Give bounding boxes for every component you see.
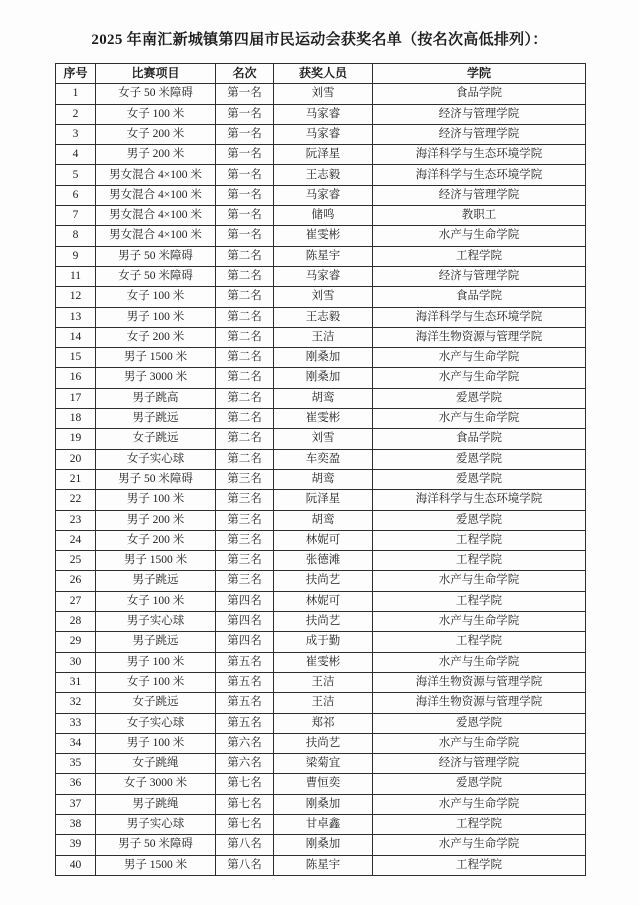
cell-index: 7	[56, 206, 96, 226]
table-row	[56, 287, 586, 307]
cell-index: 5	[56, 165, 96, 185]
cell-event: 女子 200 米	[96, 530, 216, 550]
cell-winner: 马家睿	[274, 266, 373, 286]
cell-college: 经济与管理学院	[373, 104, 586, 124]
table-row	[56, 409, 586, 429]
cell-index: 14	[56, 327, 96, 347]
cell-winner: 林妮可	[274, 591, 373, 611]
cell-rank: 第六名	[216, 754, 274, 774]
cell-index: 25	[56, 551, 96, 571]
cell-college: 爱恩学院	[373, 510, 586, 530]
cell-event: 男子跳远	[96, 571, 216, 591]
cell-event: 女子 200 米	[96, 327, 216, 347]
cell-event: 女子 100 米	[96, 591, 216, 611]
cell-rank: 第一名	[216, 206, 274, 226]
cell-college: 工程学院	[373, 551, 586, 571]
cell-index: 28	[56, 612, 96, 632]
cell-rank: 第八名	[216, 835, 274, 855]
cell-rank: 第三名	[216, 571, 274, 591]
cell-college: 经济与管理学院	[373, 185, 586, 205]
cell-rank: 第二名	[216, 246, 274, 266]
table-row	[56, 754, 586, 774]
cell-college: 海洋科学与生态环境学院	[373, 165, 586, 185]
cell-winner: 刚桑加	[274, 835, 373, 855]
table-row	[56, 469, 586, 489]
cell-event: 男子跳远	[96, 409, 216, 429]
cell-rank: 第三名	[216, 551, 274, 571]
cell-index: 23	[56, 510, 96, 530]
cell-index: 3	[56, 124, 96, 144]
cell-event: 女子 200 米	[96, 124, 216, 144]
table-row	[56, 571, 586, 591]
table-row	[56, 530, 586, 550]
cell-college: 爱恩学院	[373, 449, 586, 469]
cell-rank: 第一名	[216, 124, 274, 144]
cell-college: 工程学院	[373, 855, 586, 875]
cell-event: 女子 3000 米	[96, 774, 216, 794]
cell-winner: 阮泽星	[274, 145, 373, 165]
cell-rank: 第七名	[216, 774, 274, 794]
cell-college: 爱恩学院	[373, 388, 586, 408]
table-row	[56, 733, 586, 753]
cell-college: 食品学院	[373, 287, 586, 307]
cell-event: 男女混合 4×100 米	[96, 206, 216, 226]
cell-index: 24	[56, 530, 96, 550]
column-header-college: 学院	[373, 64, 586, 84]
cell-winner: 郑祁	[274, 713, 373, 733]
table-row	[56, 814, 586, 834]
table-row	[56, 165, 586, 185]
cell-event: 男子 100 米	[96, 652, 216, 672]
cell-college: 工程学院	[373, 632, 586, 652]
cell-winner: 梁菊宜	[274, 754, 373, 774]
cell-winner: 王洁	[274, 693, 373, 713]
cell-event: 男子 100 米	[96, 307, 216, 327]
column-header-winner: 获奖人员	[274, 64, 373, 84]
cell-college: 水产与生命学院	[373, 409, 586, 429]
table-row	[56, 388, 586, 408]
cell-index: 33	[56, 713, 96, 733]
cell-winner: 王志毅	[274, 165, 373, 185]
cell-rank: 第二名	[216, 348, 274, 368]
cell-event: 男子跳远	[96, 632, 216, 652]
table-row	[56, 794, 586, 814]
cell-event: 男女混合 4×100 米	[96, 165, 216, 185]
table-row	[56, 368, 586, 388]
cell-index: 13	[56, 307, 96, 327]
cell-winner: 车奕盈	[274, 449, 373, 469]
cell-winner: 刚桑加	[274, 348, 373, 368]
cell-college: 食品学院	[373, 429, 586, 449]
cell-index: 18	[56, 409, 96, 429]
cell-event: 男子 100 米	[96, 490, 216, 510]
column-header-event: 比赛项目	[96, 64, 216, 84]
cell-event: 男子 1500 米	[96, 348, 216, 368]
cell-rank: 第一名	[216, 185, 274, 205]
table-row	[56, 84, 586, 104]
cell-college: 水产与生命学院	[373, 733, 586, 753]
cell-college: 工程学院	[373, 530, 586, 550]
cell-winner: 马家睿	[274, 185, 373, 205]
table-row	[56, 835, 586, 855]
cell-rank: 第二名	[216, 327, 274, 347]
cell-event: 女子实心球	[96, 449, 216, 469]
cell-rank: 第五名	[216, 693, 274, 713]
cell-index: 35	[56, 754, 96, 774]
cell-college: 海洋科学与生态环境学院	[373, 307, 586, 327]
cell-event: 女子跳远	[96, 429, 216, 449]
table-row	[56, 429, 586, 449]
cell-college: 工程学院	[373, 591, 586, 611]
cell-event: 男子 1500 米	[96, 551, 216, 571]
cell-rank: 第一名	[216, 104, 274, 124]
cell-rank: 第二名	[216, 388, 274, 408]
table-row	[56, 672, 586, 692]
cell-rank: 第三名	[216, 530, 274, 550]
cell-college: 水产与生命学院	[373, 612, 586, 632]
cell-event: 男子 1500 米	[96, 855, 216, 875]
cell-college: 工程学院	[373, 814, 586, 834]
table-row	[56, 632, 586, 652]
table-row	[56, 713, 586, 733]
cell-index: 39	[56, 835, 96, 855]
cell-winner: 陈星宇	[274, 246, 373, 266]
cell-winner: 胡鸾	[274, 469, 373, 489]
table-row	[56, 246, 586, 266]
cell-rank: 第二名	[216, 287, 274, 307]
cell-event: 女子 100 米	[96, 672, 216, 692]
cell-winner: 林妮可	[274, 530, 373, 550]
table-row	[56, 855, 586, 875]
cell-winner: 刚桑加	[274, 794, 373, 814]
cell-rank: 第一名	[216, 165, 274, 185]
cell-event: 男子跳高	[96, 388, 216, 408]
table-row	[56, 551, 586, 571]
awards-table-body	[56, 84, 586, 876]
cell-winner: 刘雪	[274, 84, 373, 104]
cell-event: 女子 50 米障碍	[96, 84, 216, 104]
cell-event: 男子 200 米	[96, 510, 216, 530]
cell-index: 11	[56, 266, 96, 286]
cell-winner: 阮泽星	[274, 490, 373, 510]
cell-index: 36	[56, 774, 96, 794]
cell-event: 男子 200 米	[96, 145, 216, 165]
cell-index: 40	[56, 855, 96, 875]
cell-index: 32	[56, 693, 96, 713]
cell-college: 水产与生命学院	[373, 652, 586, 672]
cell-college: 爱恩学院	[373, 713, 586, 733]
cell-index: 29	[56, 632, 96, 652]
cell-index: 17	[56, 388, 96, 408]
cell-college: 爱恩学院	[373, 469, 586, 489]
cell-index: 22	[56, 490, 96, 510]
cell-event: 女子跳远	[96, 693, 216, 713]
cell-college: 海洋生物资源与管理学院	[373, 327, 586, 347]
cell-college: 水产与生命学院	[373, 835, 586, 855]
cell-rank: 第二名	[216, 266, 274, 286]
cell-winner: 成于勤	[274, 632, 373, 652]
cell-index: 30	[56, 652, 96, 672]
cell-rank: 第二名	[216, 307, 274, 327]
cell-event: 男子跳绳	[96, 794, 216, 814]
cell-college: 海洋生物资源与管理学院	[373, 693, 586, 713]
cell-index: 12	[56, 287, 96, 307]
cell-event: 男子 50 米障碍	[96, 246, 216, 266]
table-row	[56, 693, 586, 713]
cell-event: 男子 100 米	[96, 733, 216, 753]
awards-table	[55, 63, 586, 876]
cell-event: 男子 50 米障碍	[96, 469, 216, 489]
cell-rank: 第二名	[216, 449, 274, 469]
cell-winner: 崔雯彬	[274, 409, 373, 429]
cell-index: 19	[56, 429, 96, 449]
cell-rank: 第三名	[216, 490, 274, 510]
cell-winner: 储鸣	[274, 206, 373, 226]
cell-winner: 崔雯彬	[274, 226, 373, 246]
cell-college: 水产与生命学院	[373, 226, 586, 246]
cell-winner: 胡鸾	[274, 510, 373, 530]
cell-college: 经济与管理学院	[373, 754, 586, 774]
cell-event: 女子跳绳	[96, 754, 216, 774]
table-row	[56, 307, 586, 327]
cell-index: 9	[56, 246, 96, 266]
cell-winner: 王洁	[274, 672, 373, 692]
cell-index: 34	[56, 733, 96, 753]
table-row	[56, 591, 586, 611]
cell-index: 8	[56, 226, 96, 246]
cell-rank: 第二名	[216, 409, 274, 429]
table-row	[56, 490, 586, 510]
cell-winner: 王洁	[274, 327, 373, 347]
cell-index: 27	[56, 591, 96, 611]
cell-rank: 第一名	[216, 84, 274, 104]
cell-rank: 第三名	[216, 469, 274, 489]
cell-rank: 第四名	[216, 632, 274, 652]
cell-winner: 张德滩	[274, 551, 373, 571]
cell-winner: 刘雪	[274, 429, 373, 449]
cell-event: 女子 100 米	[96, 287, 216, 307]
cell-college: 教职工	[373, 206, 586, 226]
table-row	[56, 266, 586, 286]
table-row	[56, 206, 586, 226]
table-row	[56, 327, 586, 347]
cell-winner: 王志毅	[274, 307, 373, 327]
cell-event: 男子实心球	[96, 612, 216, 632]
cell-college: 海洋科学与生态环境学院	[373, 145, 586, 165]
table-row	[56, 104, 586, 124]
cell-winner: 崔雯彬	[274, 652, 373, 672]
cell-index: 4	[56, 145, 96, 165]
cell-winner: 陈星宇	[274, 855, 373, 875]
cell-index: 26	[56, 571, 96, 591]
cell-college: 经济与管理学院	[373, 266, 586, 286]
cell-college: 海洋科学与生态环境学院	[373, 490, 586, 510]
cell-winner: 刘雪	[274, 287, 373, 307]
cell-college: 爱恩学院	[373, 774, 586, 794]
cell-rank: 第八名	[216, 855, 274, 875]
cell-winner: 胡鸾	[274, 388, 373, 408]
cell-event: 女子实心球	[96, 713, 216, 733]
table-row	[56, 124, 586, 144]
table-row	[56, 145, 586, 165]
cell-college: 工程学院	[373, 246, 586, 266]
table-row	[56, 348, 586, 368]
cell-winner: 扶尚艺	[274, 733, 373, 753]
cell-index: 16	[56, 368, 96, 388]
cell-rank: 第二名	[216, 368, 274, 388]
cell-index: 1	[56, 84, 96, 104]
cell-event: 男女混合 4×100 米	[96, 226, 216, 246]
cell-rank: 第一名	[216, 145, 274, 165]
cell-college: 海洋生物资源与管理学院	[373, 672, 586, 692]
cell-event: 男女混合 4×100 米	[96, 185, 216, 205]
table-row	[56, 185, 586, 205]
cell-winner: 甘卓鑫	[274, 814, 373, 834]
header-row	[56, 64, 586, 84]
cell-rank: 第六名	[216, 733, 274, 753]
cell-college: 水产与生命学院	[373, 348, 586, 368]
cell-winner: 曹恒奕	[274, 774, 373, 794]
cell-rank: 第二名	[216, 429, 274, 449]
column-header-rank: 名次	[216, 64, 274, 84]
cell-rank: 第四名	[216, 612, 274, 632]
cell-event: 男子实心球	[96, 814, 216, 834]
cell-college: 水产与生命学院	[373, 571, 586, 591]
cell-index: 38	[56, 814, 96, 834]
cell-index: 2	[56, 104, 96, 124]
column-header-index: 序号	[56, 64, 96, 84]
cell-rank: 第五名	[216, 652, 274, 672]
cell-college: 水产与生命学院	[373, 368, 586, 388]
cell-event: 男子 3000 米	[96, 368, 216, 388]
cell-winner: 刚桑加	[274, 368, 373, 388]
table-row	[56, 652, 586, 672]
cell-rank: 第五名	[216, 672, 274, 692]
cell-winner: 马家睿	[274, 124, 373, 144]
awards-table-head	[56, 64, 586, 84]
cell-index: 21	[56, 469, 96, 489]
cell-college: 食品学院	[373, 84, 586, 104]
cell-index: 20	[56, 449, 96, 469]
cell-rank: 第七名	[216, 814, 274, 834]
cell-college: 经济与管理学院	[373, 124, 586, 144]
cell-event: 女子 50 米障碍	[96, 266, 216, 286]
cell-rank: 第四名	[216, 591, 274, 611]
cell-index: 15	[56, 348, 96, 368]
cell-winner: 扶尚艺	[274, 571, 373, 591]
table-row	[56, 612, 586, 632]
cell-rank: 第七名	[216, 794, 274, 814]
cell-rank: 第一名	[216, 226, 274, 246]
table-row	[56, 226, 586, 246]
cell-rank: 第三名	[216, 510, 274, 530]
cell-rank: 第五名	[216, 713, 274, 733]
cell-index: 37	[56, 794, 96, 814]
cell-index: 31	[56, 672, 96, 692]
document-title: 2025 年南汇新城镇第四届市民运动会获奖名单（按名次高低排列）：	[91, 32, 548, 48]
cell-event: 男子 50 米障碍	[96, 835, 216, 855]
table-row	[56, 449, 586, 469]
cell-winner: 扶尚艺	[274, 612, 373, 632]
table-row	[56, 510, 586, 530]
cell-winner: 马家睿	[274, 104, 373, 124]
cell-index: 6	[56, 185, 96, 205]
cell-event: 女子 100 米	[96, 104, 216, 124]
cell-college: 水产与生命学院	[373, 794, 586, 814]
table-row	[56, 774, 586, 794]
